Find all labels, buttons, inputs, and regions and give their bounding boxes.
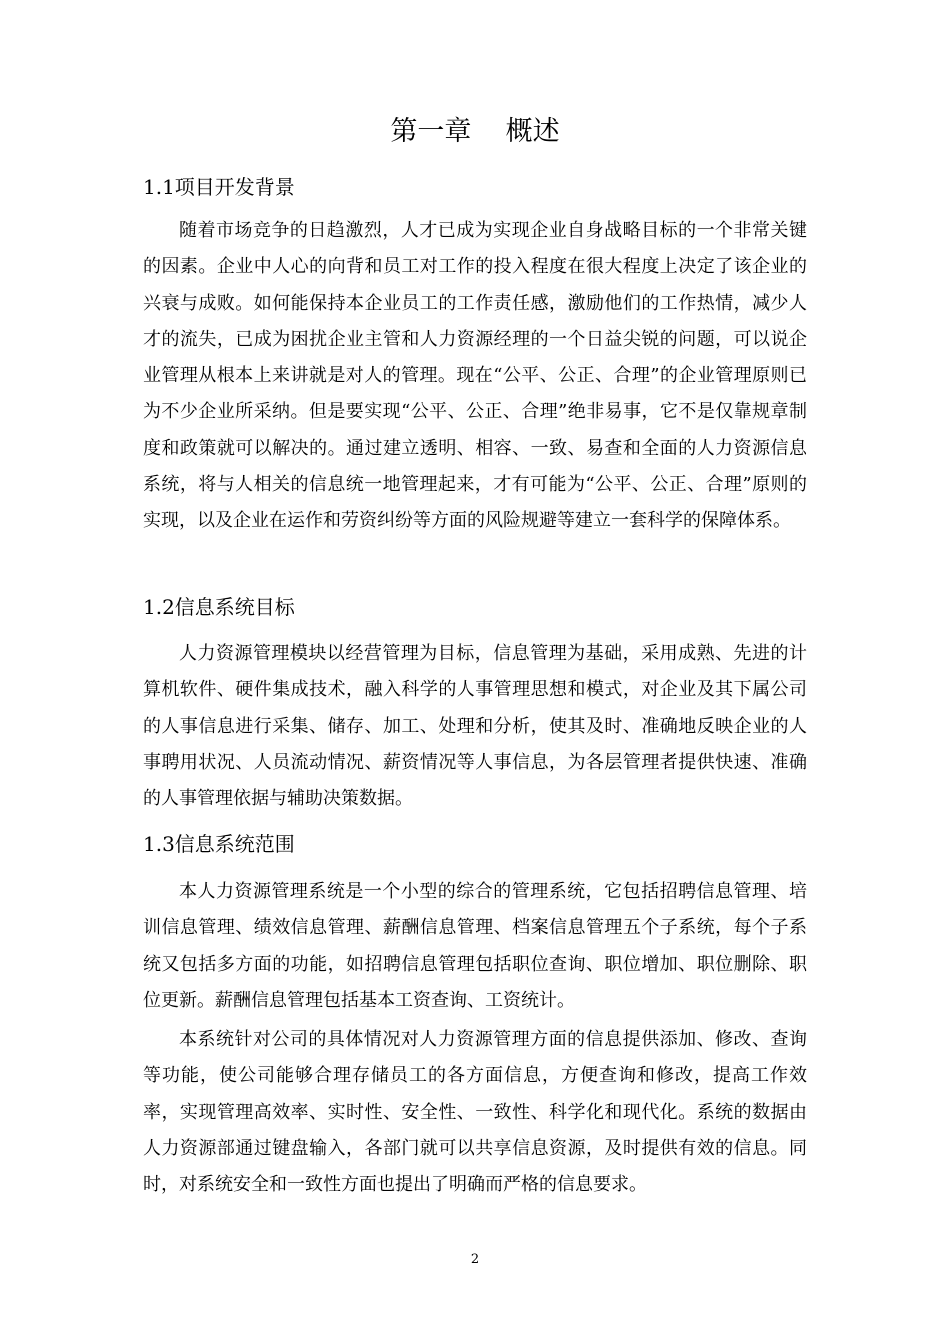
page-number: 2: [470, 1252, 480, 1267]
chapter-title: 第一章 概述: [390, 116, 560, 147]
section-heading-1-3: 1.3信息系统范围: [143, 832, 295, 856]
paragraph-goals: 人力资源管理模块以经营管理为目标，信息管理为基础，采用成熟、先进的计算机软件、硬件集成技术，融入科学的人事管理思想和模式，对企业及其下属公司的人事信息进行采集、储存、加工、处理和分析，使其及时、准确地反映企业的人事聘用状况、人员流动情况、薪资情况等人事信息，为各层管理者提供快速、准确的人事管理依据与辅助决策数据。: [143, 643, 807, 810]
paragraph-background: 随着市场竞争的日趋激烈，人才已成为实现企业自身战略目标的一个非常关键的因素。企业中人心的向背和员工对工作的投入程度在很大程度上决定了该企业的兴衰与成败。如何能保持本企业员工的工作责任感，激励他们的工作热情，减少人才的流失，已成为困扰企业主管和人力资源经理的一个日益尖锐的问题，可以说企业管理从根本上来讲就是对人的管理。现在“公平、公正、合理”的企业管理原则已为不少企业所采纳。但是要实现“公平、公正、合理”绝非易事，它不是仅靠规章制度和政策就可以解决的。通过建立透明、相容、一致、易查和全面的人力资源信息系统，将与人相关的信息统一地管理起来，才有可能为“公平、公正、合理”原则的实现，以及企业在运作和劳资纠纷等方面的风险规避等建立一套科学的保障体系。: [143, 220, 807, 532]
section-heading-1-1: 1.1项目开发背景: [143, 175, 295, 199]
paragraph-scope-2: 本系统针对公司的具体情况对人力资源管理方面的信息提供添加、修改、查询等功能，使公司能够合理存储员工的各方面信息，方便查询和修改，提高工作效率，实现管理高效率、实时性、安全性、一致性、科学化和现代化。系统的数据由人力资源部通过键盘输入，各部门就可以共享信息资源，及时提供有效的信息。同时，对系统安全和一致性方面也提出了明确而严格的信息要求。: [143, 1029, 807, 1196]
section-heading-1-2: 1.2信息系统目标: [143, 595, 295, 619]
paragraph-scope-1: 本人力资源管理系统是一个小型的综合的管理系统，它包括招聘信息管理、培训信息管理、绩效信息管理、薪酬信息管理、档案信息管理五个子系统，每个子系统又包括多方面的功能，如招聘信息管理包括职位查询、职位增加、职位删除、职位更新。薪酬信息管理包括基本工资查询、工资统计。: [143, 881, 807, 1011]
